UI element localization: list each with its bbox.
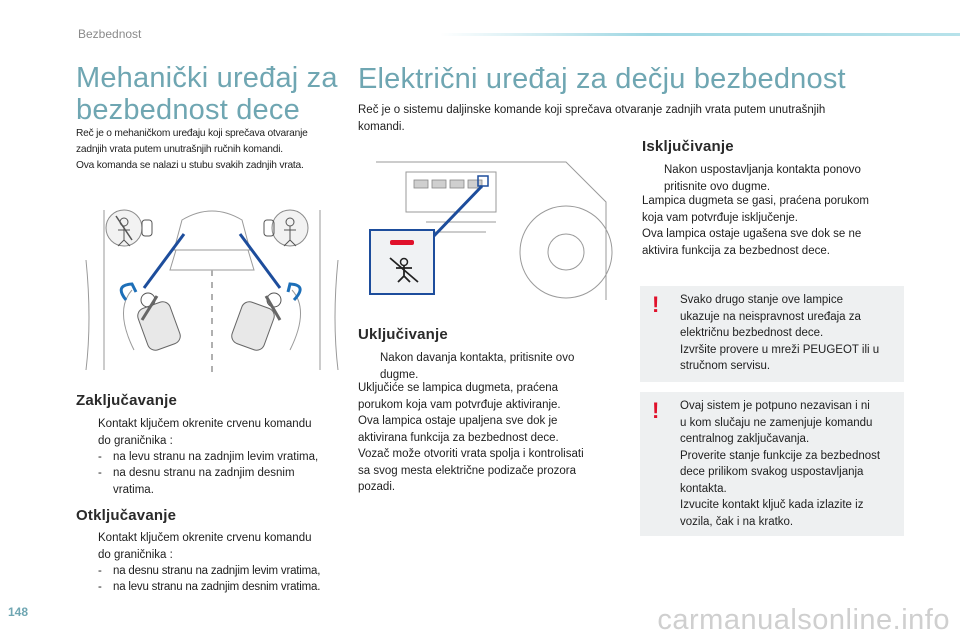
warning-icon: !	[652, 292, 660, 317]
text-line: stručnom servisu.	[680, 360, 771, 372]
pointer-arrow	[144, 234, 184, 288]
right-intro	[358, 102, 918, 135]
text-line: u kom slučaju ne zamenjuje komandu	[680, 416, 873, 429]
unlock-bullet	[76, 530, 346, 563]
text-line: vratima.	[113, 483, 154, 496]
lock-heading: Zaključavanje	[76, 392, 177, 409]
text-line: električnu bezbednost dece.	[680, 327, 824, 339]
child-figure-icon	[264, 210, 308, 246]
page-number: 148	[8, 605, 29, 619]
text-line: Nakon uspostavljanja kontakta ponovo	[664, 164, 861, 176]
switch-button	[432, 180, 446, 188]
text-line: Reč je o mehaničkom uređaju koji sprečava otvaranje	[76, 128, 308, 139]
car-silhouette	[170, 250, 254, 270]
activate-heading: Uključivanje	[358, 326, 448, 343]
text-line: na desnu stranu na zadnjim desnim	[113, 467, 295, 479]
dashboard-illustration	[366, 142, 616, 300]
text-line: Ova lampica ostaje upaljena sve dok je	[358, 415, 558, 427]
text-line: sa svog mesta električne podizače prozora	[358, 464, 576, 477]
text-line: Izvršite provere u mreži PEUGEOT ili u	[680, 343, 880, 356]
dash-marker: -	[98, 565, 102, 577]
text-line: Uključiće se lampica dugmeta, praćena	[358, 382, 559, 394]
text-line: Kontakt ključem okrenite crvenu komandu	[98, 418, 312, 430]
child-lock-illustration	[84, 200, 340, 378]
text-line: centralnog zaključavanja.	[680, 433, 810, 445]
deactivate-heading: Isključivanje	[642, 138, 734, 155]
dashboard-outline	[426, 222, 496, 232]
text-line: Lampica dugmeta se gasi, praćena porukom	[642, 195, 869, 207]
steering-wheel	[520, 206, 612, 298]
text-line: koja vam potvrđuje isključenje.	[642, 211, 798, 224]
steering-wheel	[548, 234, 584, 270]
lock-bullet	[76, 416, 346, 449]
text-line: komandi.	[358, 120, 405, 133]
dash-marker: -	[98, 451, 102, 463]
text-line: vozila, čak i na kratko.	[680, 515, 794, 528]
lock-item-1	[98, 449, 348, 466]
text-line: Ovaj sistem je potpuno nezavisan i ni	[680, 400, 870, 412]
lock-item-2	[98, 465, 348, 498]
warning-box	[640, 286, 904, 382]
pointer-arrow	[240, 234, 280, 288]
text-line: dece prilikom svakog uspostavljanja	[680, 466, 864, 478]
text-line: Kontakt ključem okrenite crvenu komandu	[98, 532, 312, 544]
dash-marker: -	[98, 581, 102, 593]
text-line: do graničnika :	[98, 434, 173, 447]
text-line: na levu stranu na zadnjim levim vratima,	[113, 451, 319, 463]
text-line: pritisnite ovo dugme.	[664, 180, 771, 193]
text-line: kontakta.	[680, 482, 727, 495]
key-icon	[230, 284, 301, 352]
child-figure-icon	[106, 210, 152, 246]
text-line: na levu stranu na zadnjim desnim vratima.	[113, 581, 321, 593]
warning-box	[640, 392, 904, 536]
dashboard-outline	[406, 172, 496, 212]
warning-icon: !	[652, 398, 660, 423]
left-intro	[76, 126, 346, 174]
text-line: Reč je o sistemu daljinske komande koji sprečava otvaranje zadnjih vrata putem unutrašnjih	[358, 104, 826, 116]
text-line: Izvucite kontakt ključ kada izlazite iz	[680, 499, 864, 511]
dash-marker: -	[98, 467, 102, 479]
text-line: Svako drugo stanje ove lampice	[680, 294, 844, 306]
text-line: do graničnika :	[98, 548, 173, 561]
activate-body	[358, 380, 618, 496]
text-line: zadnjih vrata putem unutrašnjih ručnih komandi.	[76, 144, 283, 155]
right-title: Električni uređaj za dečju bezbednost	[358, 63, 846, 95]
switch-button	[414, 180, 428, 188]
watermark: carmanualsonline.info	[657, 604, 950, 636]
text-line: porukom koja vam potvrđuje aktiviranje.	[358, 398, 561, 411]
deactivate-body	[642, 193, 912, 259]
left-title: Mehanički uređaj za bezbednost dece	[76, 62, 338, 126]
warning-text	[680, 398, 902, 530]
unlock-heading: Otključavanje	[76, 507, 177, 524]
section-label: Bezbednost	[78, 27, 142, 41]
text-line: Nakon davanja kontakta, pritisnite ovo	[380, 352, 575, 364]
child-lock-button-icon	[370, 230, 434, 294]
text-line: Vozač može otvoriti vrata spolja i kontrolisati	[358, 448, 584, 460]
activate-bullet	[358, 350, 608, 383]
text-line: dugme.	[380, 368, 419, 381]
warning-text	[680, 292, 902, 375]
text-line: Ova lampica ostaje ugašena sve dok se ne	[642, 228, 862, 240]
unlock-item-2	[98, 579, 348, 596]
car-silhouette	[174, 211, 250, 250]
text-line: aktivira funkcija za bezbednost dece.	[642, 244, 830, 257]
unlock-item-1	[98, 563, 348, 580]
deactivate-bullet	[642, 162, 902, 195]
text-line: ukazuje na neispravnost uređaja za	[680, 310, 861, 323]
text-line: Proverite stanje funkcije za bezbednost	[680, 449, 881, 462]
text-line: aktivirana funkcija za bezbednost dece.	[358, 431, 559, 444]
text-line: Ova komanda se nalazi u stubu svakih zadnjih vrata.	[76, 160, 304, 171]
text-line: pozadi.	[358, 481, 396, 493]
header-rule	[440, 33, 960, 36]
switch-button	[450, 180, 464, 188]
text-line: na desnu stranu na zadnjim levim vratima,	[113, 565, 321, 577]
